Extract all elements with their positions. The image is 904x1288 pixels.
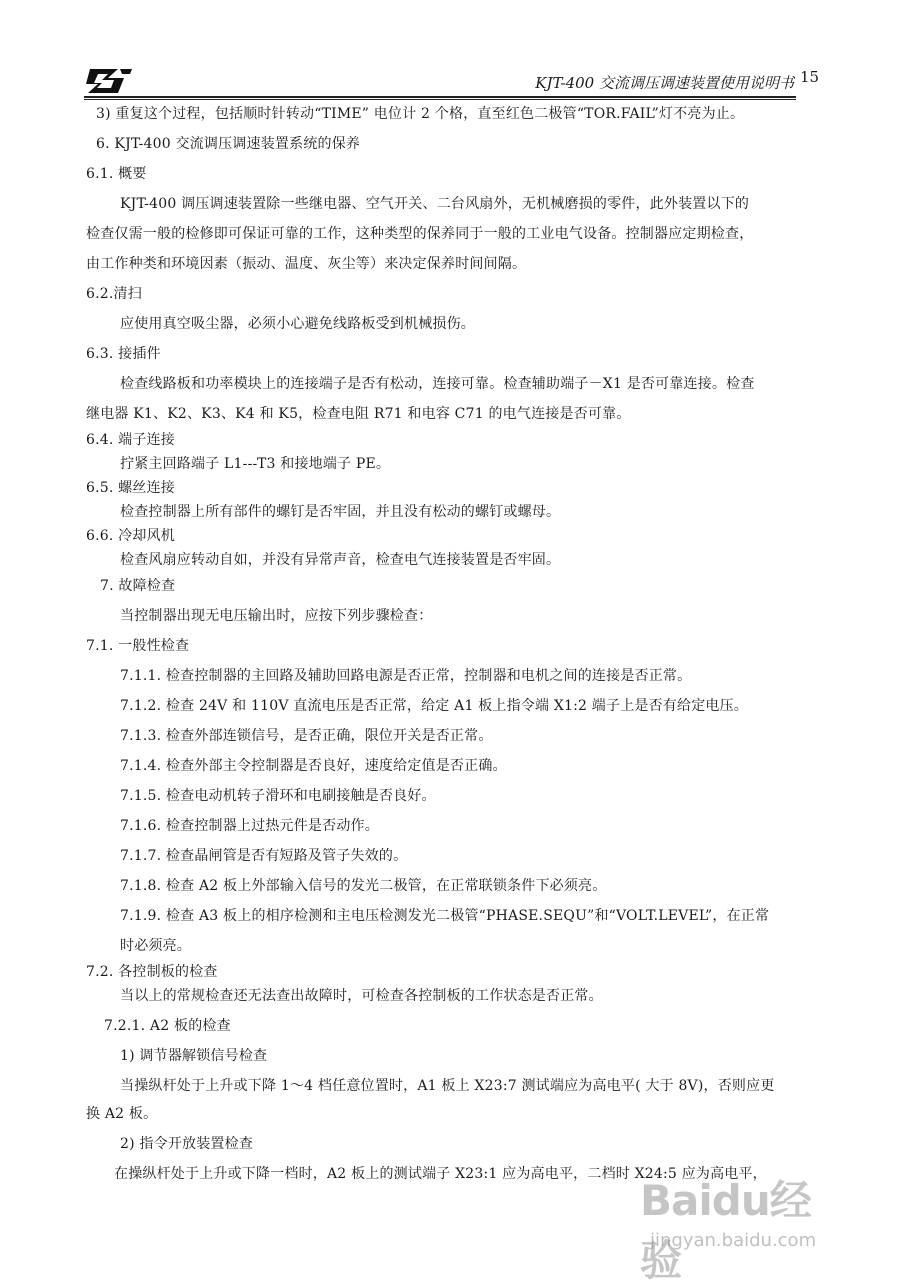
text-line: 7.1.6. 检查控制器上过热元件是否动作。 bbox=[120, 818, 379, 834]
text-line: KJT-400 调压调速装置除一些继电器、空气开关、二台风扇外，无机械磨损的零件，此外装置以下的 bbox=[120, 196, 750, 212]
text-line: 7.1.7. 检查晶闸管是否有短路及管子失效的。 bbox=[120, 848, 408, 864]
subsection-heading: 6.1. 概要 bbox=[86, 166, 147, 182]
text-line: 7.1.5. 检查电动机转子滑环和电刷接触是否良好。 bbox=[120, 788, 436, 804]
text-line: 检查风扇应转动自如，并没有异常声音，检查电气连接装置是否牢固。 bbox=[120, 552, 561, 568]
text-line: 换 A2 板。 bbox=[86, 1106, 158, 1122]
text-line: 检查线路板和功率模块上的连接端子是否有松动，连接可靠。检查辅助端子－X1 是否可靠连接。检查 bbox=[120, 376, 755, 392]
watermark-logo: Baidu经验 bbox=[640, 1176, 811, 1285]
text-line: 7.1.4. 检查外部主令控制器是否良好，速度给定值是否正确。 bbox=[120, 758, 507, 774]
text-line: 检查仅需一般的检修即可保证可靠的工作，这种类型的保养同于一般的工业电气设备。控制器应定期检查， bbox=[86, 226, 754, 242]
subsection-heading: 6.5. 螺丝连接 bbox=[86, 480, 175, 496]
subsection-heading: 6.4. 端子连接 bbox=[86, 432, 175, 448]
section-heading: 6. KJT-400 交流调压调速装置系统的保养 bbox=[96, 136, 361, 152]
text-line: 7.1.1. 检查控制器的主回路及辅助回路电源是否正常，控制器和电机之间的连接是否正常。 bbox=[120, 668, 692, 684]
text-line: 时必须亮。 bbox=[120, 938, 191, 954]
subsection-heading: 6.3. 接插件 bbox=[86, 346, 161, 362]
text-line: 由工作种类和环境因素（振动、温度、灰尘等）来决定保养时间间隔。 bbox=[86, 256, 527, 272]
header-divider bbox=[84, 96, 796, 98]
header-divider-thin bbox=[84, 99, 796, 100]
subsection-heading: 6.2.清扫 bbox=[86, 286, 142, 302]
text-line: 当控制器出现无电压输出时，应按下列步骤检查： bbox=[120, 608, 433, 624]
text-line: 1) 调节器解锁信号检查 bbox=[120, 1048, 268, 1064]
text-line: 7.1.3. 检查外部连锁信号，是否正确，限位开关是否正常。 bbox=[120, 728, 493, 744]
page-number: 15 bbox=[800, 68, 820, 86]
section-heading: 7. 故障检查 bbox=[100, 578, 176, 594]
text-line: 拧紧主回路端子 L1---T3 和接地端子 PE。 bbox=[120, 456, 391, 472]
text-line: 检查控制器上所有部件的螺钉是否牢固，并且没有松动的螺钉或螺母。 bbox=[120, 504, 561, 520]
text-line: 3) 重复这个过程，包括顺时针转动“TIME” 电位计 2 个格，直至红色二极管“TOR.FAIL”灯不亮为止。 bbox=[96, 106, 745, 122]
text-line: 继电器 K1、K2、K3、K4 和 K5，检查电阻 R71 和电容 C71 的电气连接是否可靠。 bbox=[86, 406, 631, 422]
text-line: 当以上的常规检查还无法查出故障时，可检查各控制板的工作状态是否正常。 bbox=[120, 988, 603, 1004]
subsection-heading: 7.1. 一般性检查 bbox=[86, 638, 190, 654]
company-logo bbox=[84, 66, 134, 96]
text-line: 在操纵杆处于上升或下降一档时，A2 板上的测试端子 X23:1 应为高电平，二档时 X24:5 应为高电平， bbox=[114, 1166, 767, 1182]
text-line: 7.1.2. 检查 24V 和 110V 直流电压是否正常，给定 A1 板上指令端 X1:2 端子上是否有给定电压。 bbox=[120, 698, 748, 714]
text-line: 7.1.9. 检查 A3 板上的相序检测和主电压检测发光二极管“PHASE.SEQU”和“VOLT.LEVEL”，在正常 bbox=[120, 908, 770, 924]
document-title: KJT-400 交流调压调速装置使用说明书 bbox=[535, 74, 794, 92]
subsection-heading: 7.2.1. A2 板的检查 bbox=[104, 1018, 231, 1034]
text-line: 当操纵杆处于上升或下降 1～4 档任意位置时，A1 板上 X23:7 测试端应为高电平( 大于 8V)，否则应更 bbox=[120, 1078, 775, 1094]
baidu-watermark bbox=[640, 1168, 850, 1285]
subsection-heading: 7.2. 各控制板的检查 bbox=[86, 964, 218, 980]
watermark-url: jingyan.baidu.com bbox=[650, 1230, 817, 1251]
text-line: 2) 指令开放装置检查 bbox=[120, 1136, 254, 1152]
text-line: 7.1.8. 检查 A2 板上外部输入信号的发光二极管，在正常联锁条件下必须亮。 bbox=[120, 878, 607, 894]
subsection-heading: 6.6. 冷却风机 bbox=[86, 528, 175, 544]
text-line: 应使用真空吸尘器，必须小心避免线路板受到机械损伤。 bbox=[120, 316, 475, 332]
